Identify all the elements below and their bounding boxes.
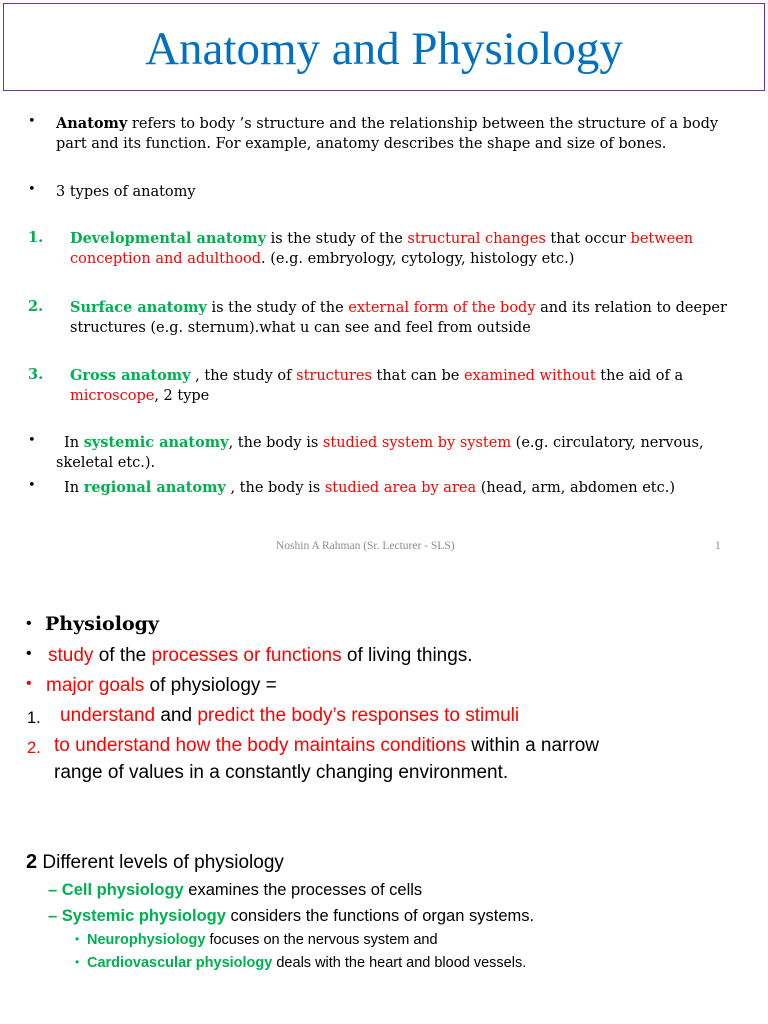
term-anatomy: Anatomy xyxy=(56,115,128,132)
list-number: 3. xyxy=(28,366,44,383)
text: refers to body ’s structure and the relationship between the structure of a body xyxy=(127,116,719,132)
highlight: studied system by system xyxy=(322,435,512,451)
bullet: • xyxy=(28,478,36,493)
text: , the study of xyxy=(190,368,297,384)
highlight: structural changes xyxy=(407,231,546,247)
text: part and its function. For example, anatomy describes the shape and size of bones. xyxy=(56,136,667,152)
bullet: • xyxy=(28,433,36,448)
highlight: microscope xyxy=(70,388,155,404)
text: and xyxy=(155,705,198,726)
text: . (e.g. embryology, cytology, histology etc.) xyxy=(261,251,575,267)
list-number: 1. xyxy=(27,709,41,727)
page-number: 1 xyxy=(715,540,721,552)
regional-anatomy xyxy=(56,478,756,498)
text: and its relation to deeper xyxy=(535,300,727,316)
highlight: study xyxy=(48,645,94,666)
text: structures (e.g. sternum).what u can see and feel from outside xyxy=(70,320,531,336)
highlight: external form of the body xyxy=(348,300,536,316)
text: , the body is xyxy=(228,435,323,451)
highlight: processes or functions xyxy=(151,645,342,666)
text: considers the functions of organ systems. xyxy=(225,907,535,925)
physiology-heading: Physiology xyxy=(45,613,159,635)
text: deals with the heart and blood vessels. xyxy=(272,955,527,971)
term: Systemic physiology xyxy=(61,907,226,925)
physiology-definition xyxy=(48,644,473,668)
dash: – xyxy=(48,907,58,925)
text: (e.g. circulatory, nervous, xyxy=(511,435,704,451)
major-goals xyxy=(46,674,277,698)
list-number: 2. xyxy=(28,298,44,315)
highlight: understand xyxy=(60,705,156,726)
list-item-surface xyxy=(70,298,760,338)
term: Cardiovascular physiology xyxy=(87,955,273,971)
text: of physiology = xyxy=(144,675,277,696)
cell-physiology xyxy=(48,879,422,901)
slide-physiology xyxy=(0,575,768,1024)
levels-heading xyxy=(26,850,284,875)
text: , 2 type xyxy=(154,388,210,404)
text: Different levels of physiology xyxy=(37,852,284,873)
text: the aid of a xyxy=(595,368,684,384)
text: , the body is xyxy=(225,480,325,496)
types-line: 3 types of anatomy xyxy=(56,184,196,200)
title-box xyxy=(3,3,765,91)
cardiovascular-physiology xyxy=(87,953,526,973)
highlight: conception and adulthood xyxy=(70,251,261,267)
bullet: • xyxy=(75,932,80,946)
bullet: • xyxy=(26,675,32,692)
text: examines the processes of cells xyxy=(183,881,423,899)
goal-1 xyxy=(60,704,519,728)
list-item-gross xyxy=(70,366,760,406)
term: regional anatomy xyxy=(83,479,226,496)
highlight: studied area by area xyxy=(324,480,477,496)
text: In xyxy=(64,480,84,496)
term: Gross anatomy xyxy=(70,367,191,384)
text: is the study of the xyxy=(266,231,408,247)
highlight: predict the body’s responses to stimuli xyxy=(197,705,520,726)
highlight: examined without xyxy=(463,368,596,384)
term: Cell physiology xyxy=(61,881,184,899)
systemic-physiology xyxy=(48,905,534,927)
text: is the study of the xyxy=(206,300,349,316)
list-number: 2. xyxy=(27,739,41,757)
text: that occur xyxy=(545,231,631,247)
slide-title: Anatomy and Physiology xyxy=(145,23,623,75)
list-number: 1. xyxy=(28,229,44,246)
text: within a narrow xyxy=(465,735,599,756)
anatomy-definition xyxy=(56,114,756,154)
levels-number: 2 xyxy=(26,851,38,873)
highlight: structures xyxy=(296,368,372,384)
text: of the xyxy=(93,645,152,666)
bullet: • xyxy=(26,645,32,662)
bullet: • xyxy=(28,114,36,129)
highlight: between xyxy=(630,231,694,247)
neurophysiology xyxy=(87,930,438,950)
term: Neurophysiology xyxy=(87,932,206,948)
text: skeletal etc.). xyxy=(56,455,156,471)
dash: – xyxy=(48,881,58,899)
bullet: • xyxy=(26,615,32,632)
bullet: • xyxy=(75,955,80,969)
text: range of values in a constantly changing environment. xyxy=(54,762,509,783)
highlight: to understand how the body maintains conditions xyxy=(54,735,466,756)
highlight: major goals xyxy=(46,675,145,696)
text: (head, arm, abdomen etc.) xyxy=(476,480,675,496)
text: of living things. xyxy=(341,645,473,666)
systemic-anatomy xyxy=(56,433,756,473)
footer-author: Noshin A Rahman (Sr. Lecturer - SLS) xyxy=(276,540,455,552)
term: systemic anatomy xyxy=(83,434,229,451)
text: that can be xyxy=(371,368,464,384)
text: focuses on the nervous system and xyxy=(205,932,438,948)
term: Developmental anatomy xyxy=(70,230,266,247)
goal-2 xyxy=(54,734,754,788)
bullet: • xyxy=(28,182,36,197)
list-item-developmental xyxy=(70,229,760,269)
text: In xyxy=(64,435,84,451)
term: Surface anatomy xyxy=(70,299,207,316)
